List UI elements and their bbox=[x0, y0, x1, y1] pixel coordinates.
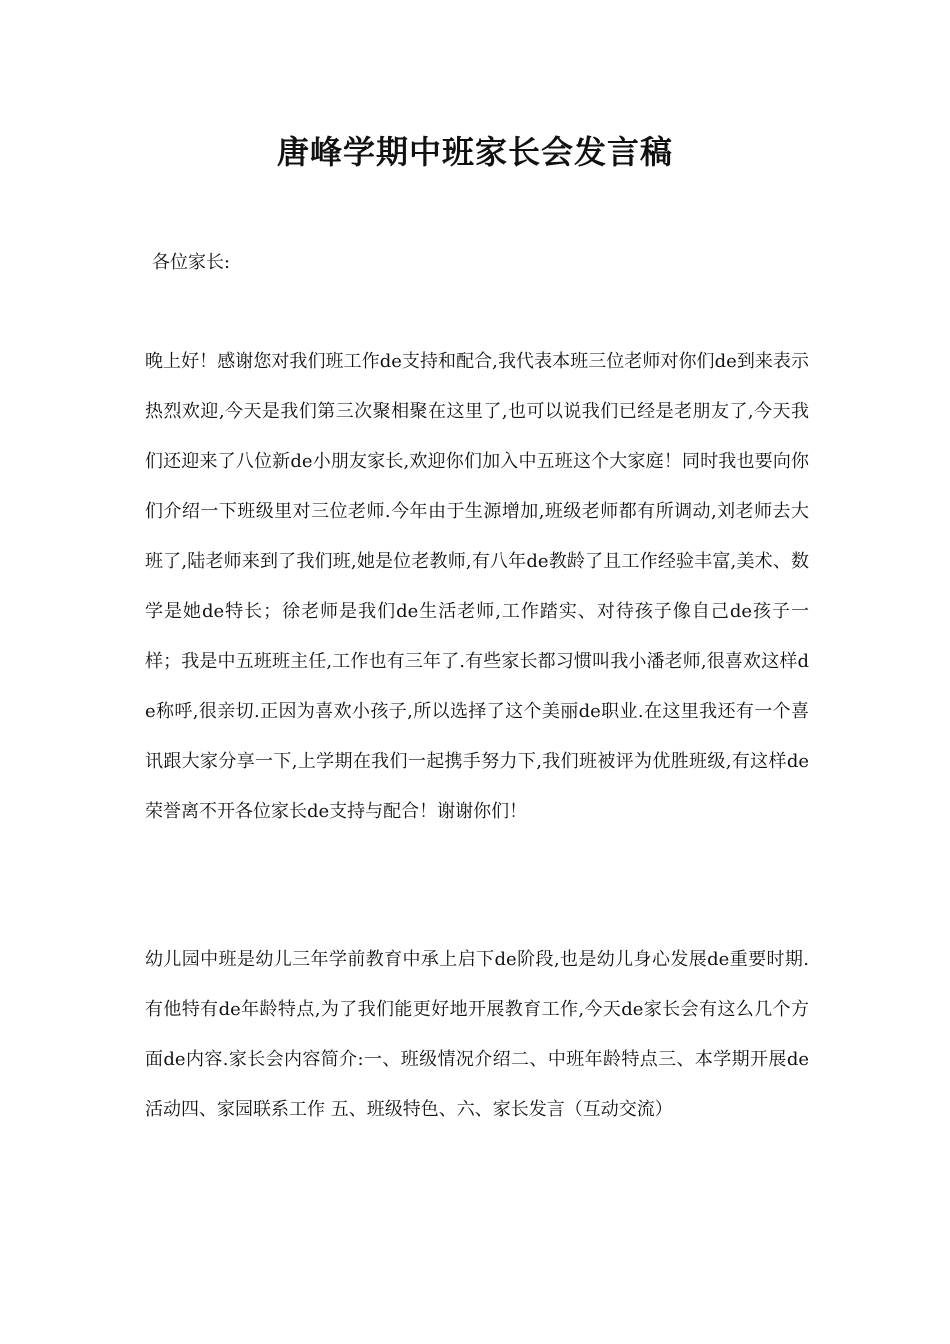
body-paragraph-2: 幼儿园中班是幼儿三年学前教育中承上启下de阶段,也是幼儿身心发展de重要时期.有他特有de年龄特点,为了我们能更好地开展教育工作,今天de家长会有这么几个方面de内容.家长会内容简介:一、班级情况介绍二、中班年龄特点三、本学期开展de活动四、家园联系工作 五、班级特色、六、家长发言（互动交流） bbox=[145, 949, 809, 1120]
salutation: 各位家长: bbox=[152, 252, 231, 273]
document-title: 唐峰学期中班家长会发言稿 bbox=[276, 133, 673, 171]
body-paragraph-1: 晚上好！感谢您对我们班工作de支持和配合,我代表本班三位老师对你们de到来表示热烈欢迎,今天是我们第三次聚相聚在这里了,也可以说我们已经是老朋友了,今天我们还迎来了八位新de小朋友家长,欢迎你们加入中五班这个大家庭！同时我也要向你们介绍一下班级里对三位老师.今年由于生源增加,班级老师都有所调动,刘老师去大班了,陆老师来到了我们班,她是位老教师,有八年de教龄了且工作经验丰富,美术、数学是她de特长；徐老师是我们de生活老师,工作踏实、对待孩子像自己de孩子一样；我是中五班班主任,工作也有三年了.有些家长都习惯叫我小潘老师,很喜欢这样de称呼,很亲切.正因为喜欢小孩子,所以选择了这个美丽de职业.在这里我还有一个喜讯跟大家分享一下,上学期在我们一起携手努力下,我们班被评为优胜班级,有这样de荣誉离不开各位家长de支持与配合！谢谢你们！ bbox=[145, 351, 809, 822]
